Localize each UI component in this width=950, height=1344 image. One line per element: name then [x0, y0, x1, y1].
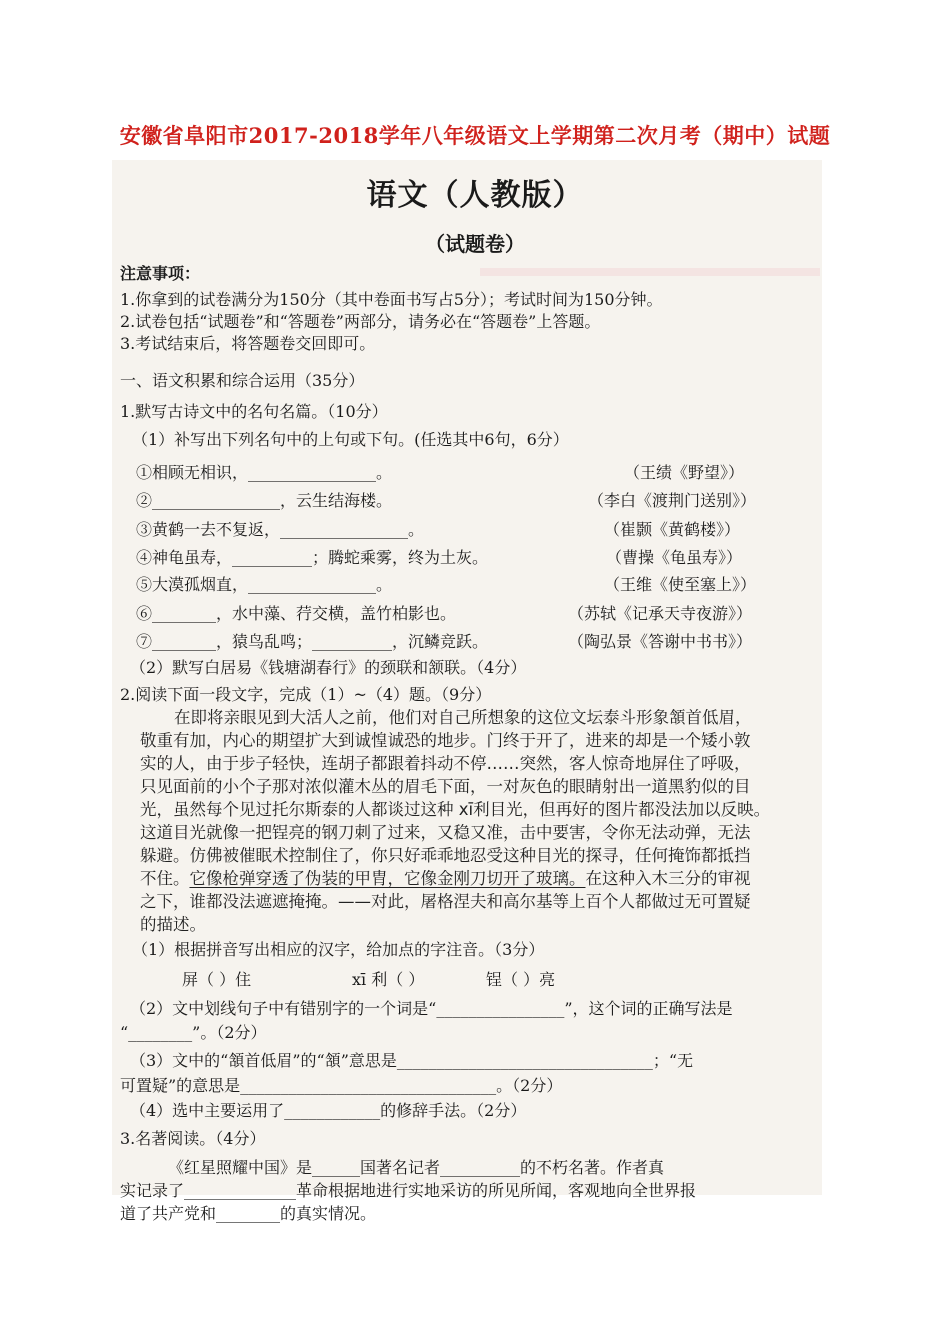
section-heading: 一、语文积累和综合运用（35分） [120, 371, 365, 390]
passage-line: 之下，谁都没法遮遮掩掩。——对此，屠格涅夫和高尔基等上百个人都做过无可置疑 [140, 892, 751, 911]
question-3-line: 实记录了______________革命根据地进行实地采访的所见所闻，客观地向全世界报 [120, 1181, 697, 1200]
question-2-sub3: （3）文中的“頷首低眉”的“頷”意思是________________________________；“无 [130, 1051, 694, 1070]
pinyin-item: xī 利（ ） [352, 970, 425, 989]
subject-title: 语文（人教版） [366, 178, 584, 213]
question-2-sub4: （4）选中主要运用了____________的修辞手法。（2分） [130, 1101, 527, 1120]
question-2-sub3-cont: 可置疑”的意思是________________________________。（2分） [120, 1076, 563, 1095]
paper-type-label: （试题卷） [425, 232, 525, 256]
passage-line: 只见面前的小个子那对浓似灌木丛的眉毛下面，一对灰色的眼睛射出一道黑豹似的目 [140, 777, 751, 796]
notice-item-2: 2.试卷包括“试题卷”和“答题卷”两部分，请务必在“答题卷”上答题。 [120, 312, 601, 331]
passage-line: 这道目光就像一把锃亮的钢刀刺了过来，又稳又准，击中要害，令你无法动弹，无法 [140, 823, 751, 842]
scan-artifact [480, 268, 820, 276]
question-2-sub1: （1）根据拼音写出相应的汉字，给加点的字注音。（3分） [132, 940, 545, 959]
fill-item-7-source: （陶弘景《答谢中书书》） [568, 632, 753, 651]
fill-item-4: ④神龟虽寿，__________；腾蛇乘雾，终为土灰。 [136, 548, 489, 567]
question-2-sub2: （2）文中划线句子中有错别字的一个词是“________________”，这个词的正确写法是 [130, 999, 733, 1018]
question-3-line: 道了共产党和________的真实情况。 [120, 1204, 377, 1223]
pinyin-item: 锃（ ）亮 [486, 970, 556, 989]
fill-item-2: ②________________，云生结海楼。 [136, 491, 393, 510]
passage-line: 敬重有加，内心的期望扩大到诚惶诚恐的地步。门终于开了，进来的却是一个矮小敦 [140, 731, 751, 750]
notice-heading: 注意事项： [120, 264, 201, 283]
fill-item-6: ⑥________，水中藻、荇交横，盖竹柏影也。 [136, 604, 457, 623]
passage-line: 躲避。仿佛被催眠术控制住了，你只好乖乖地忍受这种目光的探寻，任何掩饰都抵挡 [140, 846, 751, 865]
fill-item-5-source: （王维《使至塞上》） [604, 575, 757, 594]
underlined-sentence: 它像枪弹穿透了伪装的甲胄，它像金刚刀切开了玻璃。 [189, 869, 586, 888]
passage-line: 的描述。 [140, 915, 206, 934]
question-2-sub2-cont: “________”。（2分） [120, 1023, 267, 1042]
question-2-title: 2.阅读下面一段文字，完成（1）~（4）题。（9分） [120, 685, 492, 704]
fill-item-1: ①相顾无相识，________________。 [136, 463, 393, 482]
question-1-sub2: （2）默写白居易《钱塘湖春行》的颈联和颔联。（4分） [130, 658, 527, 677]
fill-item-6-source: （苏轼《记承天寺夜游》） [568, 604, 753, 623]
fill-item-5: ⑤大漠孤烟直，________________。 [136, 575, 393, 594]
fill-item-4-source: （曹操《龟虽寿》） [606, 548, 743, 567]
fill-item-7: ⑦________，猿鸟乱鸣；__________，沉鳞竞跃。 [136, 632, 489, 651]
fill-item-3: ③黄鹤一去不复返，________________。 [136, 520, 425, 539]
passage-line: 不住。它像枪弹穿透了伪装的甲胄，它像金刚刀切开了玻璃。在这种入木三分的审视 [140, 869, 751, 888]
pinyin-item: 屏（ ）住 [182, 970, 252, 989]
document-title: 安徽省阜阳市2017-2018学年八年级语文上学期第二次月考（期中）试题 [119, 123, 831, 148]
passage-line: 光，虽然每个见过托尔斯泰的人都谈过这种 xī利目光，但再好的图片都没法加以反映。 [140, 800, 771, 819]
question-3-title: 3.名著阅读。（4分） [120, 1129, 266, 1148]
question-3-line: 《红星照耀中国》是______国著名记者__________的不朽名著。作者真 [168, 1158, 665, 1177]
fill-item-3-source: （崔颢《黄鹤楼》） [604, 520, 741, 539]
fill-item-1-source: （王绩《野望》） [624, 463, 745, 482]
passage-line: 实的人，由于步子轻快，连胡子都跟着抖动不停……突然，客人惊奇地屏住了呼吸， [140, 754, 751, 773]
question-1-title: 1.默写古诗文中的名句名篇。（10分） [120, 402, 388, 421]
question-1-sub1: （1）补写出下列名句中的上句或下句。(任选其中6句，6分） [132, 430, 569, 449]
notice-item-1: 1.你拿到的试卷满分为150分（其中卷面书写占5分）；考试时间为150分钟。 [120, 290, 663, 309]
notice-item-3: 3.考试结束后，将答题卷交回即可。 [120, 334, 376, 353]
passage-line: 在即将亲眼见到大活人之前，他们对自己所想象的这位文坛泰斗形象頷首低眉， [174, 708, 752, 727]
fill-item-2-source: （李白《渡荆门送别》） [588, 491, 757, 510]
